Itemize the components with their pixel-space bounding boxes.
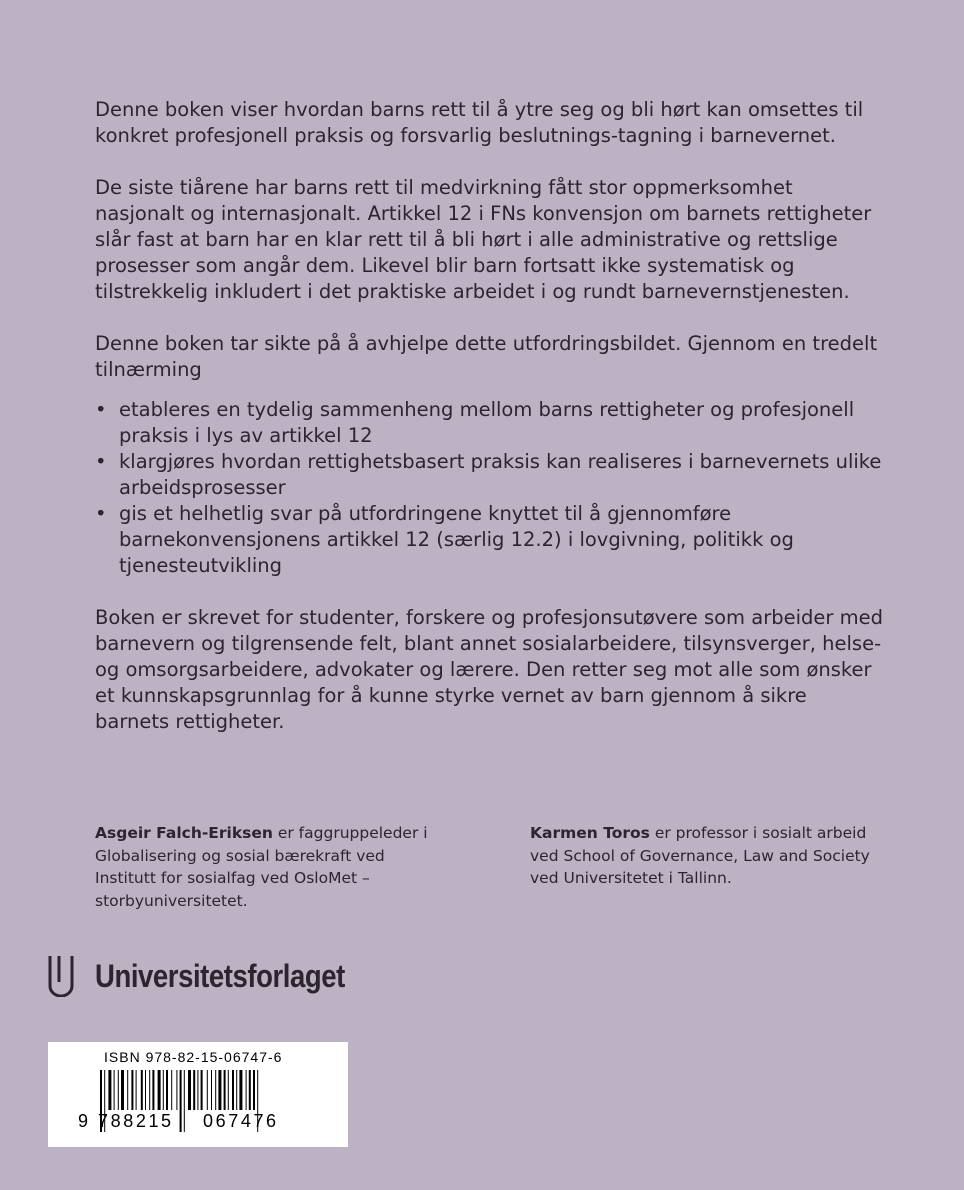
barcode-bar bbox=[108, 1070, 111, 1110]
barcode-digit-group: 788215 bbox=[98, 1111, 174, 1131]
barcode-bar bbox=[131, 1070, 133, 1110]
barcode-bar bbox=[253, 1070, 255, 1110]
barcode-bar bbox=[246, 1070, 247, 1110]
barcode-bar bbox=[239, 1070, 242, 1110]
barcode-bar bbox=[236, 1070, 237, 1110]
bullet-icon: • bbox=[95, 398, 107, 421]
context-paragraph: De siste tiårene har barns rett til medvirkning fått stor oppmerksomhet nasjonalt og internasjonalt. Artikkel 12 i FNs konvensjon om barnets rettigheter slår fast at barn har en klar rett til å bli hørt i alle administrative og rettslige prosesser som angår dem. Likevel blir barn fortsatt ikke systematisk og tilstrekkelig inkludert i det praktiske arbeidet i og rundt barnevernstjenesten. bbox=[95, 176, 872, 303]
author-bio bbox=[95, 822, 440, 912]
barcode-bar bbox=[149, 1070, 150, 1110]
barcode-bar bbox=[211, 1070, 212, 1110]
isbn-barcode bbox=[48, 1042, 348, 1147]
barcode-bar bbox=[127, 1070, 128, 1110]
barcode-bar bbox=[171, 1070, 172, 1110]
intro-paragraph: Denne boken viser hvordan barns rett til å ytre seg og bli hørt kan omsettes til konkret profesjonell praksis og forsvarlig beslutnings-tagning i barnevernet. bbox=[95, 98, 864, 147]
author-name: Asgeir Falch-Eriksen bbox=[95, 824, 273, 842]
barcode-bar bbox=[121, 1070, 124, 1110]
barcode-bar bbox=[193, 1070, 195, 1110]
approach-paragraph: Denne boken tar sikte på å avhjelpe dette utfordringsbildet. Gjennom en tredelt tilnærming bbox=[95, 332, 878, 381]
list-item bbox=[95, 449, 885, 501]
barcode-bar bbox=[141, 1070, 143, 1110]
approach-list bbox=[95, 397, 885, 579]
barcode-bar bbox=[249, 1070, 251, 1110]
barcode-bar bbox=[163, 1070, 164, 1110]
u-logo-icon bbox=[47, 955, 75, 997]
list-item-text: etableres en tydelig sammenheng mellom barns rettigheter og profesjonell praksis i lys av artikkel 12 bbox=[119, 398, 855, 447]
list-item-text: klargjøres hvordan rettighetsbasert praksis kan realiseres i barnevernets ulike arbeidsprosesser bbox=[119, 450, 882, 499]
bullet-icon: • bbox=[95, 450, 107, 473]
list-item bbox=[95, 397, 885, 449]
author-description: er professor i sosialt arbeid ved School of Governance, Law and Society ved Universitetet i Tallinn. bbox=[530, 824, 870, 887]
bullet-icon: • bbox=[95, 502, 107, 525]
barcode-bar bbox=[228, 1070, 229, 1110]
barcode-bar bbox=[158, 1070, 161, 1110]
barcode-bar bbox=[184, 1070, 185, 1132]
isbn-label: ISBN 978-82-15-06747-6 bbox=[104, 1049, 283, 1065]
audience-paragraph: Boken er skrevet for studenter, forskere og profesjonsutøvere som arbeider med barnevern og tilgrensende felt, blant annet sosialarbeidere, tilsynsverger, helse- og omsorgsarbeidere, advokater og lærere. Den retter seg mot alle som ønsker et kunnskapsgrunnlag for å kunne styrke vernet av barn gjennom å sikre barnets rettigheter. bbox=[95, 606, 883, 733]
publisher-name: Universitetsforlaget bbox=[95, 957, 345, 994]
barcode-bar bbox=[180, 1070, 182, 1132]
author-bio bbox=[530, 822, 875, 912]
back-cover-text bbox=[95, 97, 885, 761]
publisher-logo bbox=[47, 955, 386, 997]
barcode-bar bbox=[224, 1070, 226, 1110]
barcode-digit-first: 9 bbox=[78, 1111, 89, 1131]
barcode-bar bbox=[207, 1070, 208, 1110]
barcode-bar bbox=[118, 1070, 119, 1110]
barcode-bar bbox=[215, 1070, 216, 1110]
author-name: Karmen Toros bbox=[530, 824, 650, 842]
barcode-bar bbox=[197, 1070, 198, 1110]
barcode-bar bbox=[166, 1070, 168, 1110]
author-bios bbox=[95, 822, 875, 912]
list-item-text: gis et helhetlig svar på utfordringene knyttet til å gjennomføre barnekonvensjonens artikkel 12 (særlig 12.2) i lovgivning, politikk og tjenesteutvikling bbox=[119, 502, 794, 577]
barcode-bar bbox=[114, 1070, 115, 1110]
barcode-bar bbox=[145, 1070, 146, 1110]
barcode-digit-group: 067476 bbox=[203, 1111, 279, 1131]
barcode-bar bbox=[218, 1070, 221, 1110]
barcode-bar bbox=[232, 1070, 234, 1110]
barcode-bar bbox=[136, 1070, 137, 1110]
barcode-bar bbox=[188, 1070, 191, 1110]
barcode-bar bbox=[176, 1070, 177, 1110]
barcode-bar bbox=[201, 1070, 203, 1110]
author-description: er faggruppeleder i Globalisering og sosial bærekraft ved Institutt for sosialfag ved OsloMet – storbyuniversitetet. bbox=[95, 824, 428, 910]
barcode-bar bbox=[152, 1070, 154, 1110]
list-item bbox=[95, 501, 885, 579]
